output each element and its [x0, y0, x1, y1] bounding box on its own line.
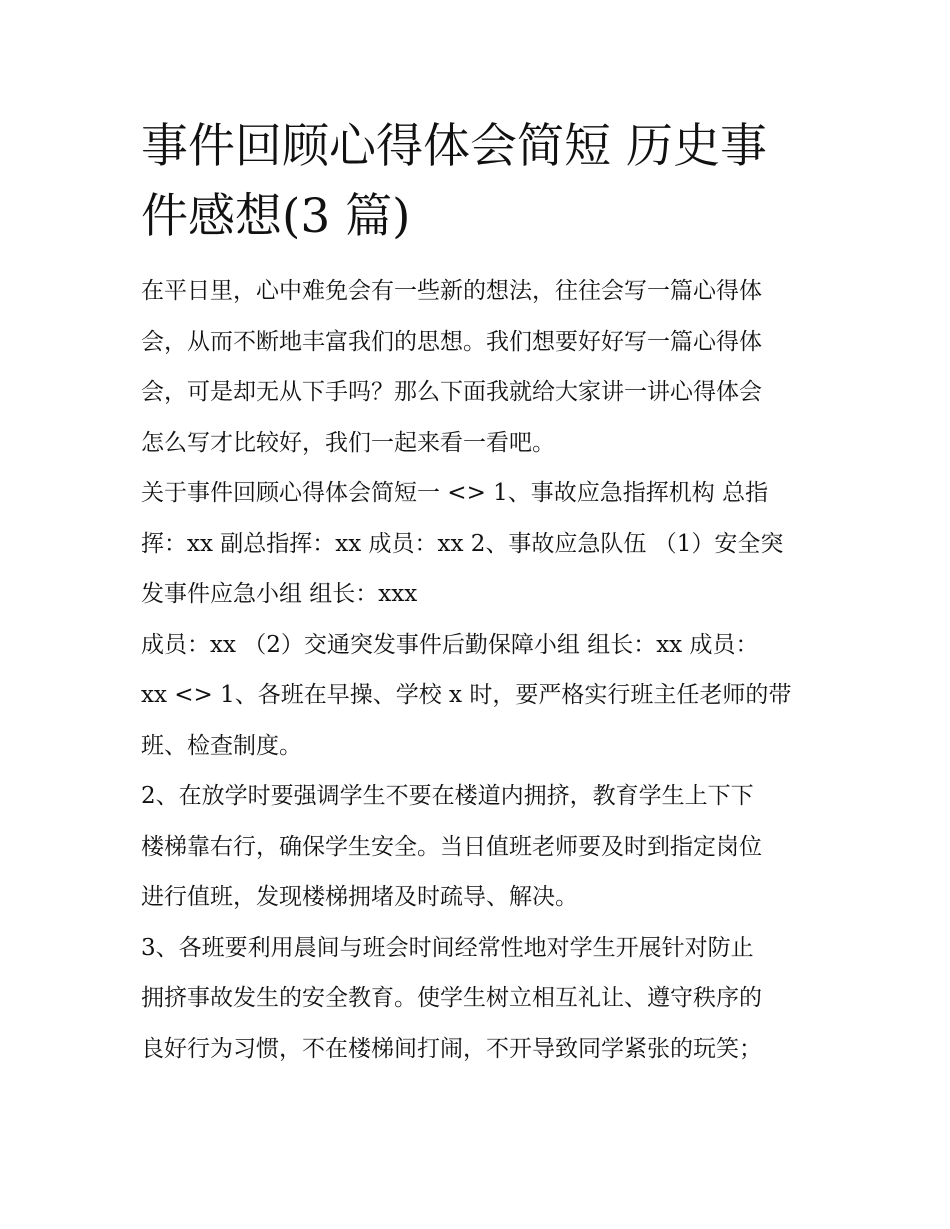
paragraph-item-2 — [141, 771, 816, 923]
paragraph-line: 发事件应急小组 组长：xxx — [141, 581, 418, 607]
paragraph-line: 成员：xx （2）交通突发事件后勤保障小组 组长：xx 成员： — [141, 631, 759, 658]
paragraph-line: 会，可是却无从下手吗？那么下面我就给大家讲一讲心得体会 — [141, 379, 762, 405]
paragraph-line: 2、在放学时要强调学生不要在楼道内拥挤，教育学生上下下 — [141, 783, 754, 809]
paragraph-line: 在平日里，心中难免会有一些新的想法，往往会写一篇心得体 — [141, 278, 762, 304]
paragraph-line: 良好行为习惯，不在楼梯间打闹，不开导致同学紧张的玩笑； — [141, 1035, 762, 1062]
paragraph-line: xx <> 1、各班在早操、学校 x 时，要严格实行班主任老师的带 — [141, 682, 792, 708]
paragraph-line: 楼梯靠右行，确保学生安全。当日值班老师要及时到指定岗位 — [141, 833, 762, 860]
paragraph-command-structure — [141, 468, 816, 620]
paragraph-intro — [141, 266, 816, 468]
paragraph-line: 会，从而不断地丰富我们的思想。我们想要好好写一篇心得体 — [141, 328, 762, 355]
paragraph-line: 进行值班，发现楼梯拥堵及时疏导、解决。 — [141, 884, 578, 910]
paragraph-members — [141, 620, 816, 772]
paragraph-item-3 — [141, 923, 816, 1075]
document-body — [141, 112, 816, 1074]
paragraph-line: 3、各班要利用晨间与班会时间经常性地对学生开展针对防止 — [141, 934, 754, 961]
paragraph-line: 班、检查制度。 — [141, 732, 302, 759]
paragraph-line: 关于事件回顾心得体会简短一 <> 1、事故应急指挥机构 总指 — [141, 480, 769, 506]
paragraph-line: 拥挤事故发生的安全教育。使学生树立相互礼让、遵守秩序的 — [141, 985, 762, 1011]
document-title — [141, 112, 816, 252]
title-line-1: 事件回顾心得体会简短 历史事 — [141, 119, 767, 174]
paragraph-line: 挥：xx 副总指挥：xx 成员：xx 2、事故应急队伍 （1）安全突 — [141, 530, 784, 557]
paragraph-line: 怎么写才比较好，我们一起来看一看吧。 — [141, 429, 555, 456]
title-line-2: 件感想(3 篇) — [141, 189, 411, 244]
